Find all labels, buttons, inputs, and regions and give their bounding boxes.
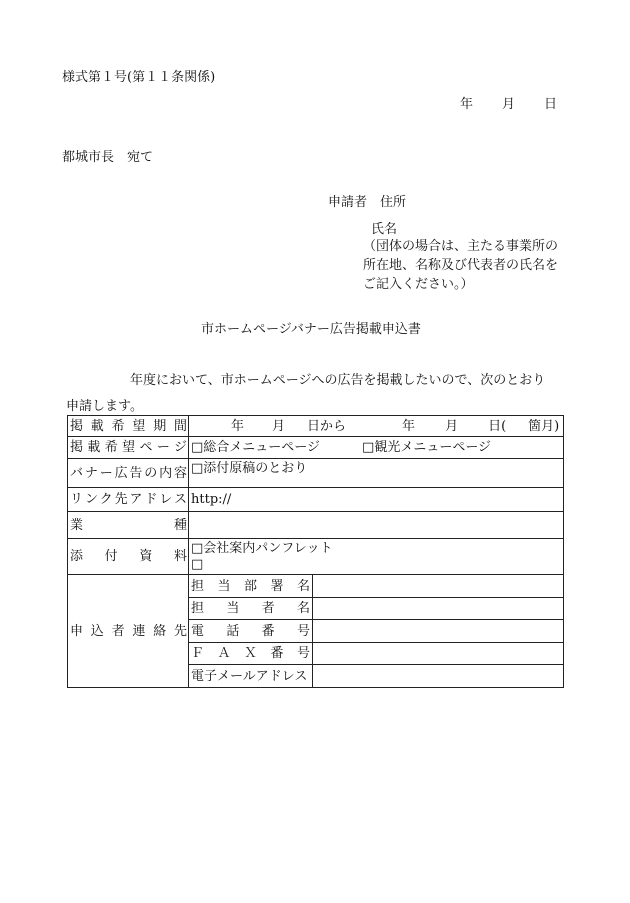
contact-phone-label: 電話番号 — [189, 620, 313, 643]
attachments-label: 添付資料 — [68, 539, 189, 575]
applicant-name-label: 氏名 — [371, 222, 398, 237]
period-month-2: 月 — [445, 418, 459, 434]
page-label: 掲載希望ページ — [68, 437, 189, 459]
period-label: 掲載希望期間 — [68, 416, 189, 437]
page-options — [189, 437, 564, 459]
application-form-table — [67, 415, 564, 688]
contact-department-label: 担当部署名 — [189, 575, 313, 598]
contact-fax-label: ＦＡＸ番号 — [189, 643, 313, 665]
page-option-general[interactable]: □総合メニューページ — [191, 440, 321, 455]
page-option-tourism[interactable]: □観光メニューページ — [362, 440, 492, 455]
period-month-1: 月 — [272, 418, 286, 434]
contact-fax-field[interactable] — [313, 643, 564, 665]
body-text: 年度において、市ホームページへの広告を掲載したいので、次のとおり申請します。 — [66, 373, 546, 414]
attachment-option-pamphlet[interactable]: □会社案内パンフレット — [191, 540, 333, 556]
document-title: 市ホームページバナー広告掲載申込書 — [201, 322, 421, 337]
banner-label: バナー広告の内容 — [68, 459, 189, 488]
period-months: 箇月) — [528, 418, 560, 434]
period-from: 日から — [307, 418, 347, 434]
contact-person-field[interactable] — [313, 598, 564, 620]
row-attachments — [68, 539, 564, 575]
link-label: リンク先アドレス — [68, 488, 189, 512]
addressee: 都城市長 宛て — [62, 150, 154, 165]
date-month: 月 — [502, 97, 516, 112]
period-field[interactable] — [189, 416, 564, 437]
contact-person-label: 担当者名 — [189, 598, 313, 620]
row-industry — [68, 512, 564, 539]
applicant-note: （団体の場合は、主たる事業所の所在地、名称及び代表者の氏名をご記入ください。） — [363, 239, 559, 292]
contact-email-field[interactable] — [313, 665, 564, 688]
row-period — [68, 416, 564, 437]
date-day: 日 — [544, 97, 558, 112]
form-number: 様式第１号(第１１条関係) — [62, 70, 216, 85]
contact-phone-field[interactable] — [313, 620, 564, 643]
industry-label: 業種 — [68, 512, 189, 539]
contact-department-field[interactable] — [313, 575, 564, 598]
banner-content[interactable]: □添付原稿のとおり — [189, 459, 564, 488]
attachments-options — [189, 539, 564, 575]
row-page — [68, 437, 564, 459]
row-banner — [68, 459, 564, 488]
contact-row — [68, 575, 564, 598]
industry-field[interactable] — [189, 512, 564, 539]
period-year-1: 年 — [231, 418, 245, 434]
period-year-2: 年 — [402, 418, 416, 434]
contact-label: 申込者連絡先 — [68, 575, 189, 688]
attachment-option-other[interactable]: □ — [191, 556, 204, 572]
date-year: 年 — [460, 97, 474, 112]
applicant-address-label: 申請者 住所 — [328, 195, 407, 210]
date-line — [460, 93, 557, 112]
link-field[interactable]: http:// — [189, 488, 564, 512]
row-link — [68, 488, 564, 512]
contact-email-label: 電子メールアドレス — [189, 665, 313, 688]
period-day-2: 日( — [488, 418, 507, 434]
